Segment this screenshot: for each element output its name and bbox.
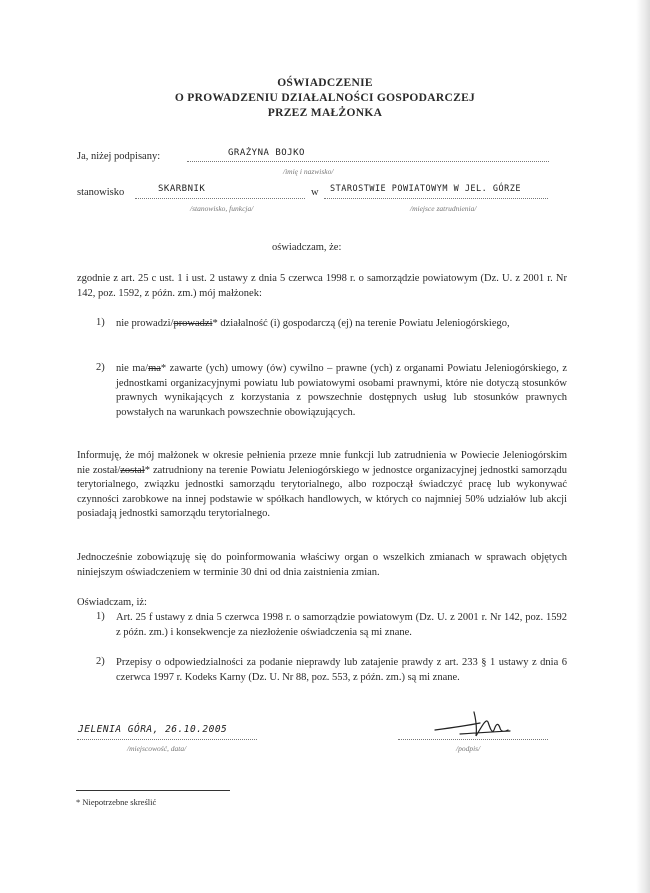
- item-1-text-b: * działalność (i) gospodarczą (ej) na terenie Powiatu Jeleniogórskiego,: [212, 318, 510, 329]
- place-date-handwritten: JELENIA GÓRA, 26.10.2005: [78, 724, 228, 735]
- signature-dotted-line: [398, 738, 548, 740]
- workplace-label: w: [311, 187, 319, 198]
- place-date-caption: /miejscowość, data/: [127, 744, 187, 753]
- inform-struck: został: [120, 464, 145, 476]
- footnote: * Niepotrzebne skreślić: [76, 797, 157, 807]
- title-line-2: O PROWADZENIU DZIAŁALNOŚCI GOSPODARCZEJ: [174, 92, 476, 104]
- place-date-dotted-line: [77, 738, 257, 740]
- item-1-number: 1): [96, 317, 105, 328]
- signatory-dotted-line: [187, 160, 549, 162]
- item-2-number: 2): [96, 362, 105, 373]
- item2-1-number: 1): [96, 611, 105, 622]
- signatory-name-handwritten: GRAŻYNA BOJKO: [228, 148, 305, 158]
- item2-2-text: Przepisy o odpowiedzialności za podanie nieprawdy lub zatajenie prawdy z art. 233 § 1 ustawy z dnia 6 czerwca 1997 r. Kodeks Karny (Dz. U. Nr 88, poz. 553, z późn. zm.) są mi znane.: [116, 657, 567, 683]
- position-value-handwritten: SKARBNIK: [158, 184, 206, 194]
- declare2-heading: Oświadczam, iż:: [77, 597, 147, 608]
- workplace-value-handwritten: STAROSTWIE POWIATOWYM W JEL. GÓRZE: [330, 184, 521, 194]
- scan-edge-shadow: [636, 0, 650, 893]
- position-dotted-line: [135, 197, 305, 199]
- signatory-caption: /imię i nazwisko/: [283, 167, 334, 176]
- item2-2-number: 2): [96, 656, 105, 667]
- title-line-3: PRZEZ MAŁŻONKA: [267, 107, 383, 119]
- item-2-text: [116, 362, 567, 420]
- inform-paragraph: [77, 449, 567, 522]
- signature-caption: /podpis/: [456, 744, 481, 753]
- item-1-struck: prowadzi: [173, 318, 213, 329]
- item-2-text-b: * zawarte (ych) umowy (ów) cywilno – prawne (ych) z organami Powiatu Jeleniogórskiego, z jednostkami organizacyjnymi powiatu lub powiatowymi osobami prawnymi, które nie dotyczą stosunków prawnych wynikających z korzystania z powszechnie dostępnych usług lub stosunków prawnych powstałych na warunkach powszechnie obowiązujących.: [116, 363, 567, 418]
- workplace-dotted-line: [324, 197, 548, 199]
- inform-text-a: Informuję, że mój małżonek w okresie pełnienia przeze mnie funkcji lub zatrudnienia w Powiecie Jeleniogórskim nie został/: [77, 450, 567, 476]
- item2-1-text: Art. 25 f ustawy z dnia 5 czerwca 1998 r. o samorządzie powiatowym (Dz. U. z 2001 r. Nr 142, poz. 1592 z późn. zm.) i konsekwencje za niezłożenie oświadczenia są mi znane.: [116, 612, 567, 638]
- intro-paragraph: zgodnie z art. 25 c ust. 1 i ust. 2 ustawy z dnia 5 czerwca 1998 r. o samorządzie powiatowym (Dz. U. z 2001 r. Nr 142, poz. 1592, z późn. zm.) mój małżonek:: [77, 273, 567, 299]
- signatory-label: Ja, niżej podpisany:: [77, 151, 161, 162]
- position-label: stanowisko: [77, 187, 125, 198]
- footnote-rule: [76, 790, 230, 791]
- title-line-1: OŚWIADCZENIE: [277, 77, 373, 89]
- obligation-paragraph: Jednocześnie zobowiązuję się do poinformowania właściwy organ o wszelkich zmianach w sprawach objętych niniejszym oświadczeniem w terminie 30 dni od dnia zaistnienia zmian.: [77, 552, 567, 578]
- position-caption: /stanowisko, funkcja/: [190, 204, 254, 213]
- inform-text-b: * zatrudniony na terenie Powiatu Jeleniogórskiego w jednostce organizacyjnej jednostki samorządu terytorialnego, związku jednostki samorządu terytorialnego, albo rozpoczął świadczyć pracę lub wykonywać czynności zarobkowe na innej podstawie w spółkach handlowych, w których co najmniej 50% udziałów lub akcji posiadają jednostki samorządu terytorialnego.: [77, 464, 567, 519]
- workplace-caption: /miejsce zatrudnienia/: [410, 204, 477, 213]
- item-2-struck: ma: [148, 363, 161, 374]
- item-2-text-a: nie ma/: [116, 363, 149, 374]
- signature-scribble: [430, 706, 525, 740]
- item-1-text-a: nie prowadzi/: [116, 318, 174, 329]
- item-1-text: [116, 317, 567, 332]
- declare-heading: oświadczam, że:: [272, 242, 342, 253]
